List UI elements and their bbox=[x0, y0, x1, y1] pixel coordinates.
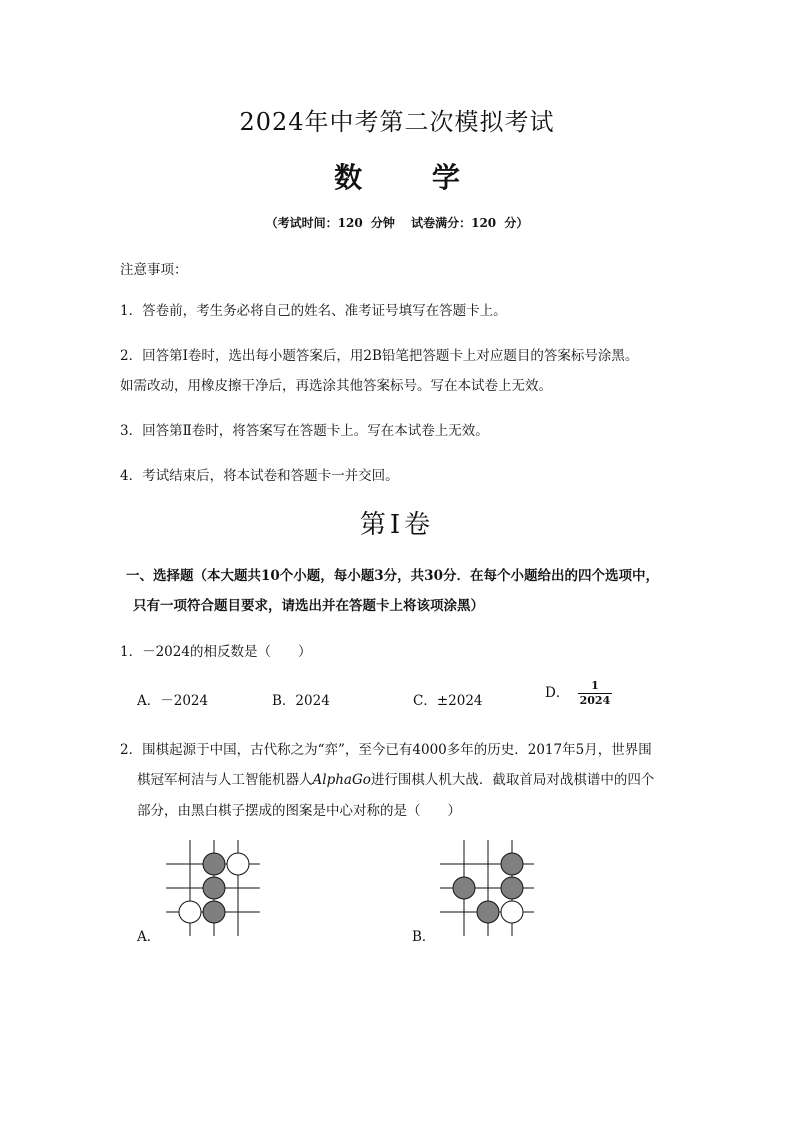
notes-heading: 注意事项： bbox=[120, 262, 188, 278]
black-stone bbox=[203, 877, 225, 899]
white-stone bbox=[179, 901, 201, 923]
q1-option-c: C．±2024 bbox=[413, 693, 483, 709]
note-item: 如需改动，用橡皮擦干净后，再选涂其他答案标号。写在本试卷上无效。 bbox=[120, 378, 552, 394]
q2-stem bbox=[137, 768, 654, 788]
alphago-name: AlphaGo bbox=[312, 772, 371, 788]
fraction-denominator: 2024 bbox=[579, 694, 611, 707]
q2-stem: 部分，由黑白棋子摆成的图案是中心对称的是（ ） bbox=[137, 803, 461, 819]
white-stone bbox=[501, 901, 523, 923]
subject-title: 数 学 bbox=[334, 161, 490, 194]
black-stone bbox=[453, 877, 475, 899]
note-item: 3．回答第Ⅱ卷时，将答案写在答题卡上。写在本试卷上无效。 bbox=[120, 423, 489, 439]
fraction-numerator: 1 bbox=[578, 679, 613, 694]
black-stone bbox=[501, 853, 523, 875]
go-board-b bbox=[436, 838, 541, 938]
section-instruction: 一、选择题（本大题共10个小题，每小题3分，共30分．在每个小题给出的四个选项中， bbox=[126, 568, 659, 584]
q1-option-a: A．－2024 bbox=[137, 693, 209, 709]
go-board-a bbox=[160, 838, 265, 938]
q1-option-b: B．2024 bbox=[272, 693, 330, 709]
note-item: 4．考试结束后，将本试卷和答题卡一并交回。 bbox=[120, 468, 399, 484]
q1-option-d-label: D． bbox=[545, 685, 570, 701]
q2-option-b: B． bbox=[412, 929, 436, 945]
section-instruction: 只有一项符合题目要求，请选出并在答题卡上将该项涂黑） bbox=[133, 598, 484, 614]
q1-option-d bbox=[545, 679, 612, 708]
q2-stem: 2．围棋起源于中国，古代称之为“弈”，至今已有4000多年的历史．2017年5月，世界围 bbox=[120, 742, 652, 758]
black-stone bbox=[501, 877, 523, 899]
q2-stem-text: 棋冠军柯洁与人工智能机器人 bbox=[137, 772, 313, 788]
q1-stem: 1．－2024的相反数是（ ） bbox=[120, 644, 312, 660]
section-title: 第Ⅰ卷 bbox=[359, 510, 435, 540]
black-stone bbox=[477, 901, 499, 923]
note-item: 2．回答第Ⅰ卷时，选出每小题答案后，用2B铅笔把答题卡上对应题目的答案标号涂黑。 bbox=[120, 348, 639, 364]
q2-stem-text: 进行围棋人机大战．截取首局对战棋谱中的四个 bbox=[370, 772, 655, 788]
exam-time-unit: 分钟 bbox=[370, 216, 395, 230]
black-stone bbox=[203, 853, 225, 875]
q2-option-a: A． bbox=[137, 929, 161, 945]
exam-title: 2024年中考第二次模拟考试 bbox=[239, 108, 555, 136]
note-item: 1．答卷前，考生务必将自己的姓名、准考证号填写在答题卡上。 bbox=[120, 303, 507, 319]
exam-info bbox=[0, 214, 794, 231]
full-score-label: 试卷满分：120 bbox=[411, 216, 497, 230]
white-stone bbox=[227, 853, 249, 875]
fraction bbox=[578, 679, 613, 708]
black-stone bbox=[203, 901, 225, 923]
full-score-unit: 分） bbox=[504, 216, 529, 230]
exam-time-label: （考试时间：120 bbox=[265, 216, 363, 230]
